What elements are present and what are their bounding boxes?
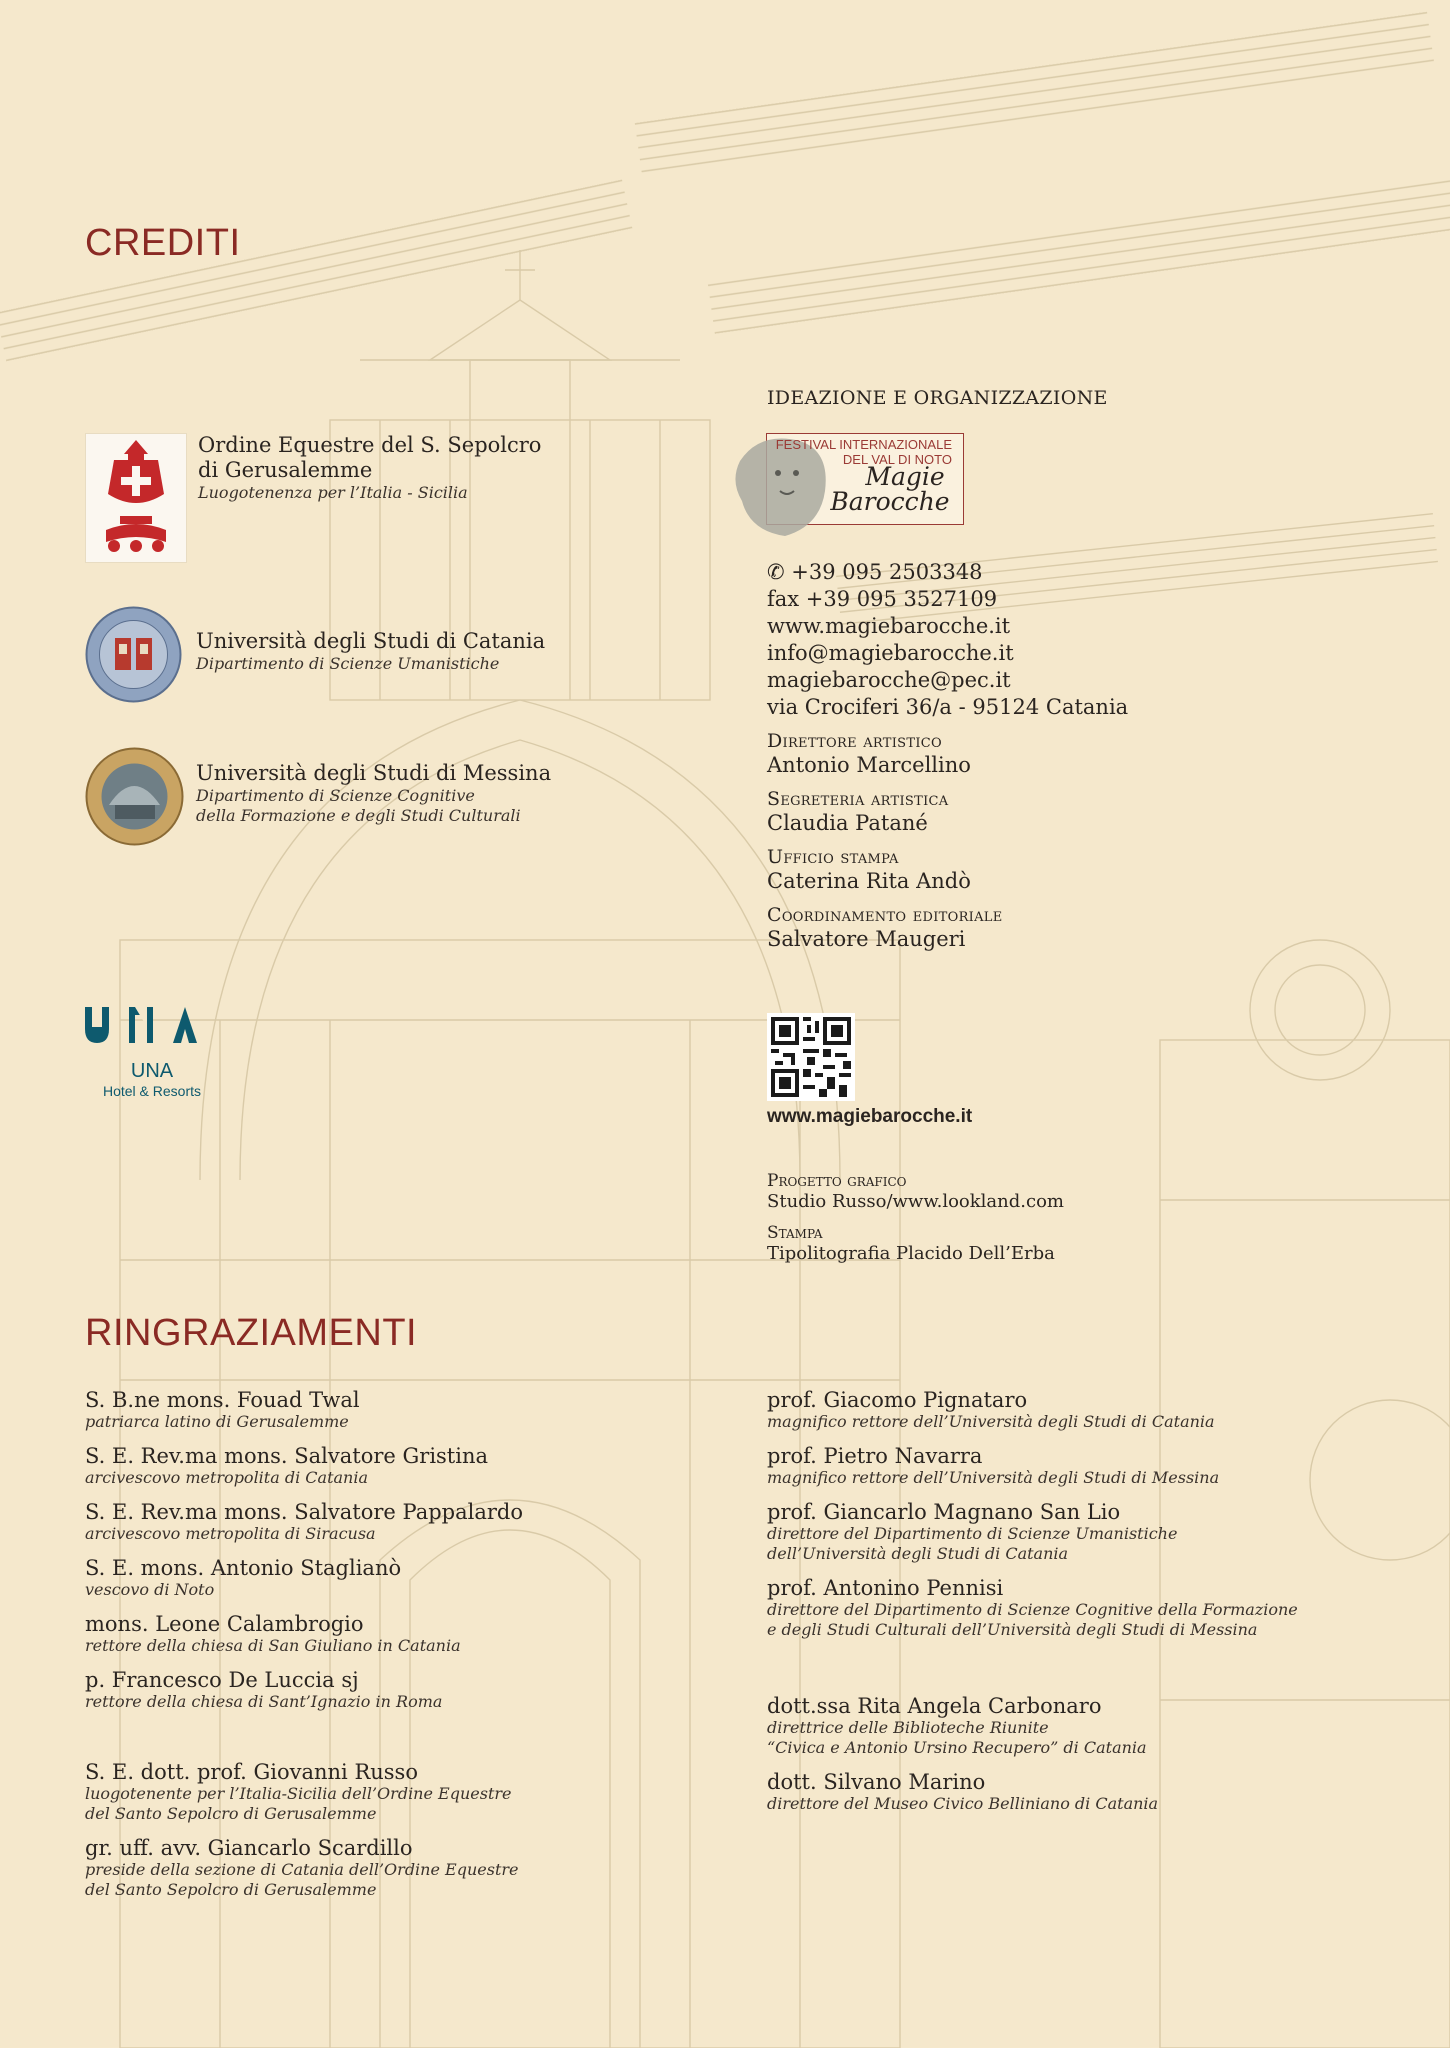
entity-name-line2: di Gerusalemme [198,458,373,482]
role-value: Salvatore Maugeri [767,927,966,951]
thanks-item [767,1770,1427,1814]
thanks-name: prof. Antonino Pennisi [767,1576,1004,1600]
thanks-role: luogotenente per l’Italia-Sicilia dell’Ordine Equestre [85,1784,512,1803]
thanks-name: prof. Giancarlo Magnano San Lio [767,1500,1121,1524]
entity-subtitle-line2: della Formazione e degli Studi Culturali [196,806,521,825]
thanks-item [767,1500,1427,1564]
thanks-left-column [85,1388,725,1912]
contact-phone: ✆ +39 095 2503348 [767,560,983,584]
thanks-role: arcivescovo metropolita di Catania [85,1468,369,1487]
thanks-item [85,1444,725,1488]
una-logo [87,1060,217,1100]
thanks-name: p. Francesco De Luccia sj [85,1668,359,1692]
thanks-role: direttrice delle Biblioteche Riunite [767,1718,1049,1737]
thanks-role-line2: e degli Studi Culturali dell’Università degli Studi di Messina [767,1620,1258,1639]
thanks-name: S. E. Rev.ma mons. Salvatore Pappalardo [85,1500,523,1524]
thanks-role: direttore del Museo Civico Belliniano di Catania [767,1794,1159,1813]
thanks-right-column [767,1388,1427,1826]
role-value: Antonio Marcellino [767,753,971,777]
entity-unict [196,629,616,674]
festival-line1: FESTIVAL INTERNAZIONALE [775,437,952,452]
thanks-item [85,1836,725,1900]
role-value: Claudia Patané [767,811,928,835]
thanks-name: S. E. Rev.ma mons. Salvatore Gristina [85,1444,489,1468]
thanks-role: preside della sezione di Catania dell’Ordine Equestre [85,1860,519,1879]
credit-value: Studio Russo/www.lookland.com [767,1191,1064,1212]
unict-logo [85,606,182,703]
thanks-role: arcivescovo metropolita di Siracusa [85,1524,376,1543]
section-title-ringraziamenti: RINGRAZIAMENTI [85,1312,418,1354]
entity-name: Università degli Studi di Catania [196,629,546,653]
roles-block [767,730,1327,952]
thanks-item [767,1444,1427,1488]
role-item [767,730,1327,778]
thanks-name: dott. Silvano Marino [767,1770,986,1794]
contact-address: via Crociferi 36/a - 95124 Catania [767,695,1129,719]
role-label: Ufficio stampa [767,846,899,868]
thanks-item [85,1556,725,1600]
thanks-name: S. E. mons. Antonio Staglianò [85,1556,402,1580]
thanks-item [85,1760,725,1824]
entity-name: Università degli Studi di Messina [196,761,552,785]
thanks-name: prof. Pietro Navarra [767,1444,983,1468]
thanks-role-line2: dell’Università degli Studi di Catania [767,1544,1069,1563]
role-label: Coordinamento editoriale [767,904,1003,926]
entity-unime [196,761,636,826]
credit-value: Tipolitografia Placido Dell’Erba [767,1243,1055,1264]
thanks-role-line2: “Civica e Antonio Ursino Recupero” di Catania [767,1738,1147,1757]
role-value: Caterina Rita Andò [767,869,971,893]
thanks-name: mons. Leone Calambrogio [85,1612,364,1636]
role-item [767,904,1327,952]
contact-website[interactable]: www.magiebarocche.it [767,614,1011,638]
thanks-item [85,1668,725,1712]
una-tagline: Hotel & Resorts [102,1083,202,1099]
thanks-item [767,1694,1427,1758]
qr-code[interactable] [767,1013,855,1101]
thanks-name: dott.ssa Rita Angela Carbonaro [767,1694,1102,1718]
contacts-block [767,559,1327,721]
thanks-item [767,1388,1427,1432]
entity-subtitle: Dipartimento di Scienze Cognitive [196,786,475,805]
thanks-name: S. B.ne mons. Fouad Twal [85,1388,360,1412]
role-label: Direttore artistico [767,730,942,752]
thanks-role-line2: del Santo Sepolcro di Gerusalemme [85,1804,377,1823]
thanks-name: S. E. dott. prof. Giovanni Russo [85,1760,418,1784]
thanks-name: prof. Giacomo Pignataro [767,1388,1028,1412]
contact-email[interactable]: info@magiebarocche.it [767,641,1014,665]
thanks-role: direttore del Dipartimento di Scienze Umanistiche [767,1524,1178,1543]
una-name: UNA [130,1060,174,1082]
thanks-role-line2: del Santo Sepolcro di Gerusalemme [85,1880,377,1899]
thanks-name: gr. uff. avv. Giancarlo Scardillo [85,1836,413,1860]
role-item [767,788,1327,836]
thanks-role: vescovo di Noto [85,1580,215,1599]
entity-subtitle: Dipartimento di Scienze Umanistiche [196,654,500,673]
contact-fax: fax +39 095 3527109 [767,587,998,611]
thanks-role: magnifico rettore dell’Università degli Studi di Messina [767,1468,1220,1487]
thanks-role: magnifico rettore dell’Università degli Studi di Catania [767,1412,1215,1431]
thanks-item [85,1612,725,1656]
festival-line3: Magie [865,462,945,491]
una-logo-mark [85,1007,200,1043]
festival-line4: Barocche [830,487,950,516]
magie-barocche-logo [730,431,965,541]
organization-heading: IDEAZIONE E ORGANIZZAZIONE [767,387,1108,409]
entity-subtitle: Luogotenenza per l’Italia - Sicilia [198,483,468,502]
section-title-crediti: CREDITI [85,222,241,264]
thanks-role: rettore della chiesa di San Giuliano in Catania [85,1636,461,1655]
entity-ordine-equestre [198,433,618,503]
role-item [767,846,1327,894]
unime-logo [85,747,184,846]
production-credits [767,1171,1327,1265]
thanks-role: rettore della chiesa di Sant’Ignazio in Roma [85,1692,443,1711]
ordine-equestre-logo [85,433,187,563]
credit-label: Stampa [767,1223,823,1243]
festival-line2: DEL VAL DI NOTO [842,452,952,467]
role-label: Segreteria artistica [767,788,949,810]
thanks-item [85,1388,725,1432]
qr-url[interactable]: www.magiebarocche.it [767,1106,973,1127]
contact-pec[interactable]: magiebarocche@pec.it [767,668,1011,692]
credit-label: Progetto grafico [767,1171,907,1191]
thanks-role: direttore del Dipartimento di Scienze Cognitive della Formazione [767,1600,1298,1619]
thanks-item [767,1576,1427,1640]
thanks-item [85,1500,725,1544]
entity-name: Ordine Equestre del S. Sepolcro [198,433,542,457]
thanks-role: patriarca latino di Gerusalemme [85,1412,349,1431]
